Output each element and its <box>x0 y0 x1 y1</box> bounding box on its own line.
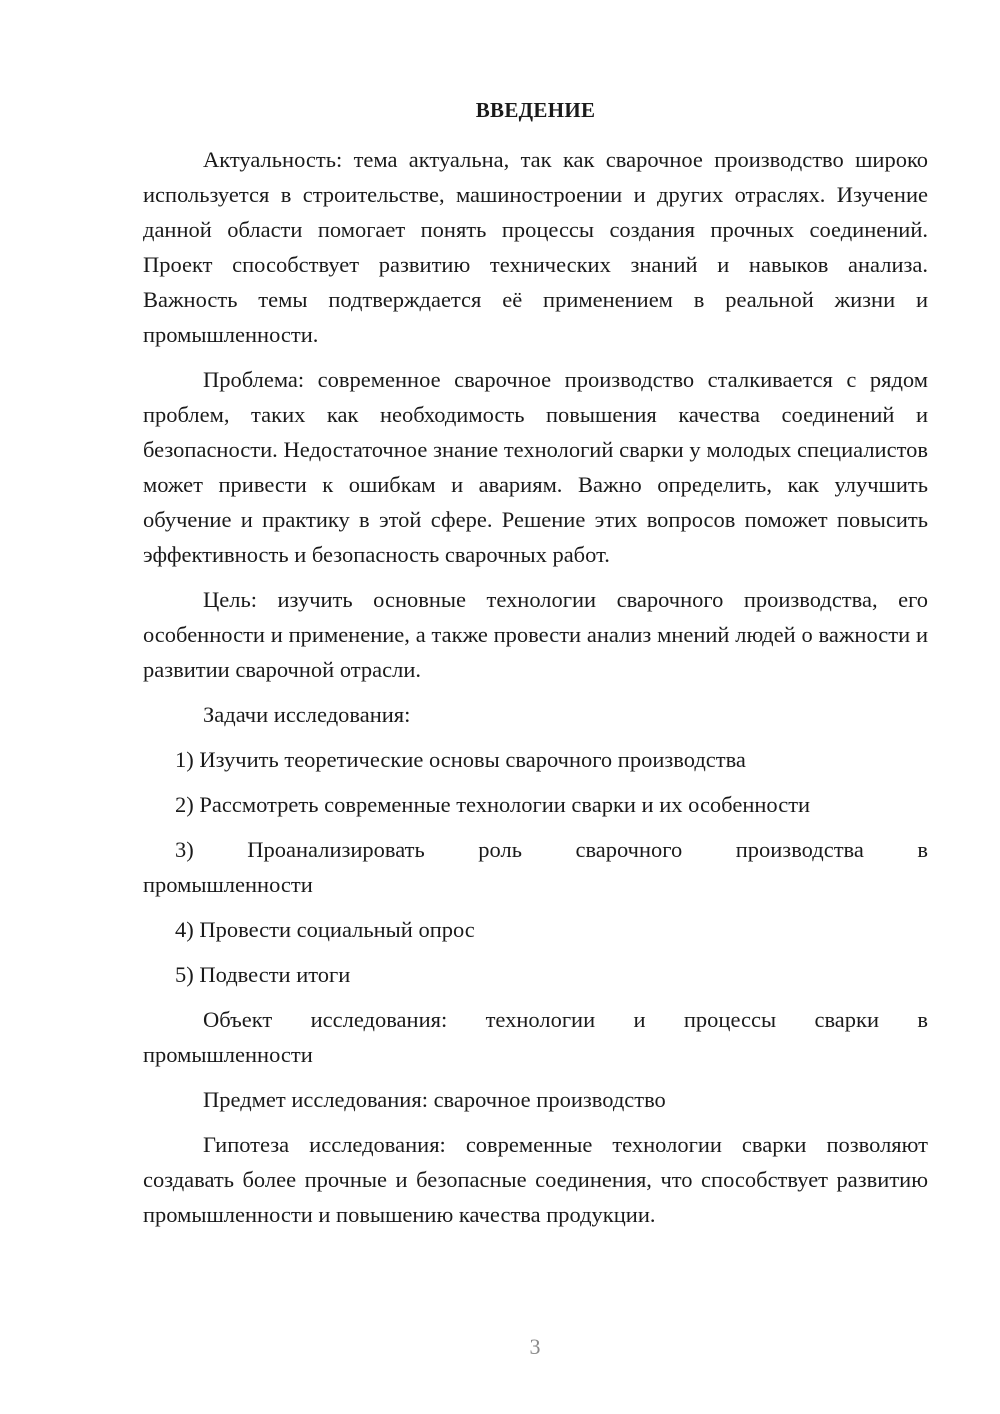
problem-paragraph: Проблема: современное сварочное производство сталкивается с рядом проблем, таких как необходимость повышения качества соединений и безопасности. Недостаточное знание технологий сварки у молодых специалистов может привести к ошибкам и авариям. Важно определить, как улучшить обучение и практику в этой сфере. Решение этих вопросов поможет повысить эффективность и безопасность сварочных работ. <box>143 367 928 567</box>
task-item-4: 4) Провести социальный опрос <box>175 917 475 942</box>
tasks-heading: Задачи исследования: <box>203 702 411 727</box>
task-item-2: 2) Рассмотреть современные технологии сварки и их особенности <box>175 792 811 817</box>
relevance-paragraph: Актуальность: тема актуальна, так как сварочное производство широко используется в строительстве, машиностроении и других отраслях. Изучение данной области помогает понять процессы создания прочных соединений. Проект способствует развитию технических знаний и навыков анализа. Важность темы подтверждается её применением в реальной жизни и промышленности. <box>143 147 928 347</box>
page-content <box>143 94 928 1242</box>
task-item-5: 5) Подвести итоги <box>175 962 351 987</box>
subject-paragraph: Предмет исследования: сварочное производство <box>203 1087 666 1112</box>
hypothesis-paragraph: Гипотеза исследования: современные технологии сварки позволяют создавать более прочные и безопасные соединения, что способствует развитию промышленности и повышению качества продукции. <box>143 1132 928 1227</box>
object-paragraph: Объект исследования: технологии и процессы сварки в промышленности <box>143 1007 928 1067</box>
task-item-3: 3) Проанализировать роль сварочного производства в промышленности <box>143 837 928 897</box>
page-number: 3 <box>529 1334 541 1359</box>
section-title: ВВЕДЕНИЕ <box>475 98 596 122</box>
goal-paragraph: Цель: изучить основные технологии сварочного производства, его особенности и применение, а также провести анализ мнений людей о важности и развитии сварочной отрасли. <box>143 587 928 682</box>
task-item-1: 1) Изучить теоретические основы сварочного производства <box>175 747 746 772</box>
